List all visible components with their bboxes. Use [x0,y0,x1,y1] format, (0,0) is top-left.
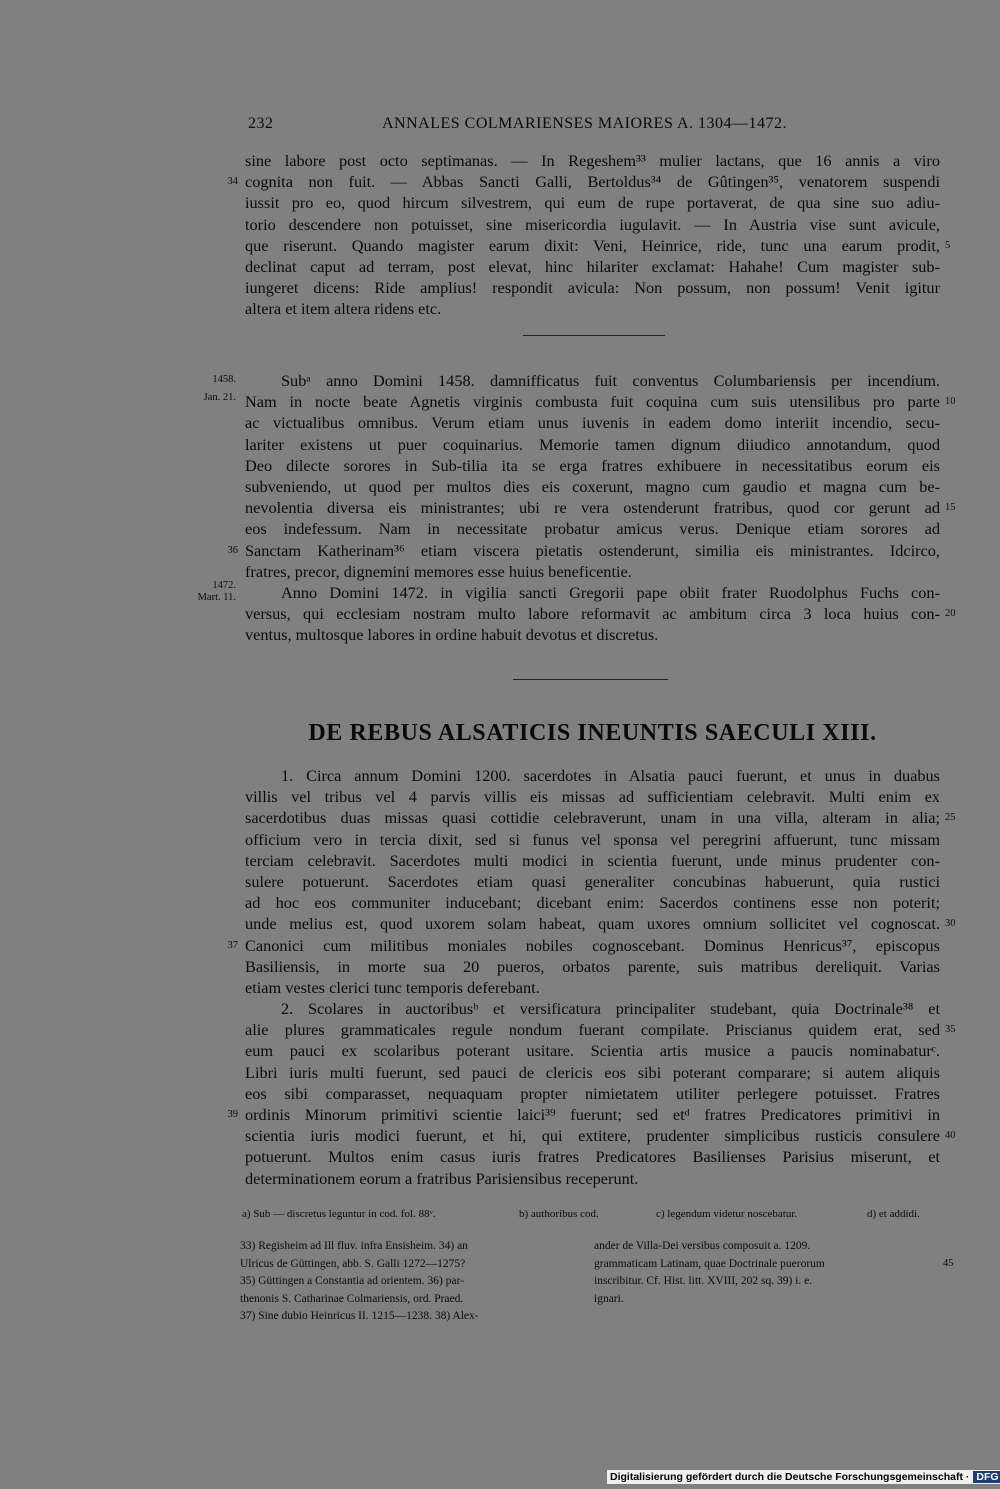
line-text: 2. Scolares in auctoribusᵇ et versificatura principaliter studebant, quia Doctrinale³⁸ et [281,999,940,1019]
footnote-margin-ref: 39 [227,1109,238,1120]
text-line [245,1062,940,1083]
margin-date-1458 [186,374,236,404]
footnote-line: ander de Villa-Dei versibus composuit a. 1209. [594,1240,811,1252]
line-text: villis vel tribus vel 4 parvis villis eis missas ad sufficientiam celebravit. Multi enim ex [245,787,940,807]
margin-date-year: 1458. [212,374,236,385]
footnote-line: grammaticam Latinam, quae Doctrinale puerorum [594,1257,825,1270]
text-line [245,298,940,319]
variant-c: c) legendum videtur noscebatur. [656,1208,798,1220]
line-text: sine labore post octo septimanas. — In Regeshem³³ mulier lactans, que 16 annis a viro [245,151,940,170]
footnote-line: 33) Regisheim ad Ill fluv. infra Ensisheim. 34) an [240,1240,468,1252]
line-text: eos indefessum. Nam in necessitate probatur amicus verus. Denique etiam sorores ad [245,519,940,539]
text-line [245,765,940,786]
line-number: 15 [945,502,956,514]
line-text: Subᵃ anno Domini 1458. damnifficatus fuit conventus Columbariensis per incendium. [281,371,940,390]
text-line [245,370,940,391]
text-line [245,977,940,998]
dfg-logo: DFG [973,1471,1000,1483]
text-line [245,150,940,171]
text-line [227,1104,940,1125]
text-line [245,256,940,277]
text-line [245,1083,940,1104]
line-number: 30 [945,918,956,930]
text-line [245,214,940,235]
section-title: DE REBUS ALSATICIS INEUNTIS SAECULI XIII. [308,720,877,746]
text-line [245,235,951,256]
separator-rule [523,335,665,336]
line-text: ordinis Minorum primitivi scientie laici³⁹ fuerunt; sed etᵈ fratres Predicatores primitivi in [245,1105,940,1124]
text-line [245,786,940,807]
line-text: torio descendere non potuisset, sine misericordia iugulavit. — In Austria vise sunt avicule, [245,214,940,234]
variant-b: b) authoribus cod. [519,1208,599,1220]
line-text: alie plures grammaticales regule nondum fuerant compilate. Priscianus quidem erat, sed [245,1020,940,1040]
text-line [245,455,940,476]
line-text: eos sibi comparasset, nequaquam propter nimietatem utiliter perlegere potuisset. Fratres [245,1083,940,1103]
text-line [227,171,940,192]
text-line [245,518,940,539]
text-line [227,935,940,956]
text-line [245,561,940,582]
line-text: Anno Domini 1472. in vigilia sancti Gregorii pape obiit frater Ruodolphus Fuchs con- [281,582,940,602]
footnote-line: 35) Güttingen a Constantia ad orientem. 36) par- [240,1275,464,1287]
text-line [245,497,956,518]
line-text: sulere potuerunt. Sacerdotes etiam quasi generaliter concubinas habuerunt, quia rustici [245,871,940,891]
footnote-line: Ulricus de Güttingen, abb. S. Galli 1272—1275? [240,1257,466,1270]
margin-date-day: Jan. 21. [203,392,236,403]
footnote-line-number: 45 [943,1258,954,1269]
text-line [245,956,940,977]
line-text: 1. Circa annum Domini 1200. sacerdotes in Alsatia pauci fuerunt, et unus in duabus [281,766,940,785]
line-number: 10 [945,396,956,408]
paragraph-conventus [227,370,956,645]
margin-date-day: Mart. 11. [197,592,236,603]
line-text: fratres, precor, dignemini memores esse huius beneficentie. [245,561,632,581]
text-line [245,1040,940,1061]
text-line [245,582,940,603]
text-line [245,434,940,455]
line-text: subveniendo, ut quod per multos dies eis coxerunt, magno cum gaudio et magna cum be- [245,476,940,496]
text-line [245,1019,956,1040]
text-line [245,1125,956,1146]
footnote-line: inscribitur. Cf. Hist. litt. XVIII, 202 sq. 39) i. e. [594,1275,813,1287]
line-text: declinat caput ad terram, post elevat, hinc hilariter exclamat: Hahahe! Cum magister sub- [245,256,940,276]
text-line [245,412,940,433]
line-number: 25 [945,812,956,824]
text-line [245,998,940,1019]
line-text: unde melius est, quod uxorem solam habeat, quam uxores omnium sollicitet vel cognoscat. [245,914,940,934]
paragraph-annales-end [227,150,951,320]
text-line [245,871,940,892]
page-number: 232 [248,115,274,132]
line-text: officium vero in tercia dixit, sed si funus vel sponsa vel peregrini affuerunt, tunc missam [245,829,940,849]
footnote-line: 37) Sine dubio Heinricus II. 1215—1238. 38) Alex- [240,1310,479,1322]
line-text: etiam vestes clerici tunc temporis deferebant. [245,977,540,997]
line-text: eum pauci ex scolaribus poterant usitare. Scientia artis musice a paucis nominabaturᶜ. [245,1041,940,1061]
line-text: ac victualibus omnibus. Verum etiam unus iuvenis in eadem domo interiit incendio, secu- [245,413,940,433]
line-text: Canonici cum militibus moniales nobiles cognoscebant. Dominus Henricus³⁷, episcopus [245,935,940,955]
line-text: ad hoc eos communiter inducebant; dicebant enim: Sacerdos continens esse non poterit; [245,893,940,913]
variant-d: d) et addidi. [867,1208,920,1220]
line-number: 35 [945,1024,956,1036]
footer-text: Digitalisierung gefördert durch die Deutsche Forschungsgemeinschaft · [610,1471,970,1483]
text-line [245,603,956,624]
line-number: 20 [945,608,956,620]
footnote-margin-ref: 37 [227,939,238,951]
text-line [245,192,940,213]
text-line [245,913,956,934]
line-text: Nam in nocte beate Agnetis virginis combusta fuit coquina cum suis utensilibus pro parte [245,392,940,412]
line-text: Sanctam Katherinam³⁶ etiam viscera pietatis ostenderunt, similia eis ministrantes. Idcirco, [245,540,940,560]
line-text: que riserunt. Quando magister earum dixit: Veni, Heinrice, ride, tunc una earum prodit, [245,235,940,255]
margin-date-year: 1472. [212,580,236,591]
line-text: ventus, multosque labores in ordine habuit devotus et discretus. [245,625,659,645]
line-text: terciam celebravit. Sacerdotes multi modici in scientia fuerunt, unde minus prudenter con- [245,850,940,870]
paragraph-de-rebus [227,765,956,1189]
text-line [245,892,940,913]
line-text: nevolentia diversa eis ministrantes; ubi re vera ostenderunt fratribus, quod cor gerunt ad [245,498,940,518]
text-line [245,624,940,645]
text-line [245,391,956,412]
line-text: cognita non fuit. — Abbas Sancti Galli, Bertoldus³⁴ de Gûtingen³⁵, venatorem suspendi [245,172,940,192]
line-text: Basiliensis, in morte sua 20 pueros, orbatos parente, suis matribus dereliquit. Varias [245,956,940,976]
text-line [245,277,940,298]
dfg-funding-footer[interactable] [607,1470,1000,1484]
text-line [245,1168,940,1189]
running-title: ANNALES COLMARIENSES MAIORES A. 1304—1472. [382,115,788,132]
text-line [227,540,940,561]
line-text: altera et item altera ridens etc. [245,299,442,319]
line-number: 5 [945,239,951,251]
footnote-line: ignari. [594,1292,624,1305]
text-line [245,476,940,497]
text-line [245,829,940,850]
line-text: iussit pro eo, quod hircum silvestrem, qui eum de rupe portaverat, de qua sine suo adiu- [245,193,940,213]
line-text: iungeret dicens: Ride amplius! respondit avicula: Non possum, non possum! Venit igitur [245,278,940,298]
separator-rule [513,679,668,680]
footnotes-left-column [240,1238,479,1326]
margin-date-1472 [186,580,236,604]
footnote-line: thenonis S. Catharinae Colmariensis, ord. Praed. [240,1292,464,1305]
footnote-margin-ref: 36 [227,544,238,556]
line-text: determinationem eorum a fratribus Parisiensibus receperunt. [245,1168,639,1188]
footnotes-right-column [594,1238,825,1308]
line-text: potuerunt. Multos enim casus iuris fratres Predicatores Basilienses Parisius miserunt, et [245,1147,940,1167]
line-text: scientia iuris modici fuerunt, et hi, qui extitere, prudenter simplicibus rusticis consulere [245,1126,940,1146]
text-line [245,807,956,828]
variant-a: a) Sub — discretus leguntur in cod. fol. 88ᵛ. [242,1208,436,1220]
footnote-margin-ref: 34 [227,176,238,188]
line-text: Deo dilecte sorores in Sub-tilia ita se erga fratres exhibuere in necessitatibus eorum eis [245,455,940,475]
text-line [245,850,940,871]
line-text: Libri iuris multi fuerunt, sed pauci de clericis eos sibi poterant comparare; si autem aliquis [245,1062,940,1082]
text-line [245,1146,940,1167]
line-number: 40 [945,1130,956,1142]
line-text: sacerdotibus duas missas quasi cottidie celebraverunt, unam in una villa, alteram in alia; [245,808,940,828]
line-text: versus, qui ecclesiam nostram multo labore reformavit ac ambitum circa 3 loca huius con- [245,604,940,624]
line-text: lariter existens ut puer coquinarius. Memorie tamen dignum diiudico annotandum, quod [245,434,940,454]
